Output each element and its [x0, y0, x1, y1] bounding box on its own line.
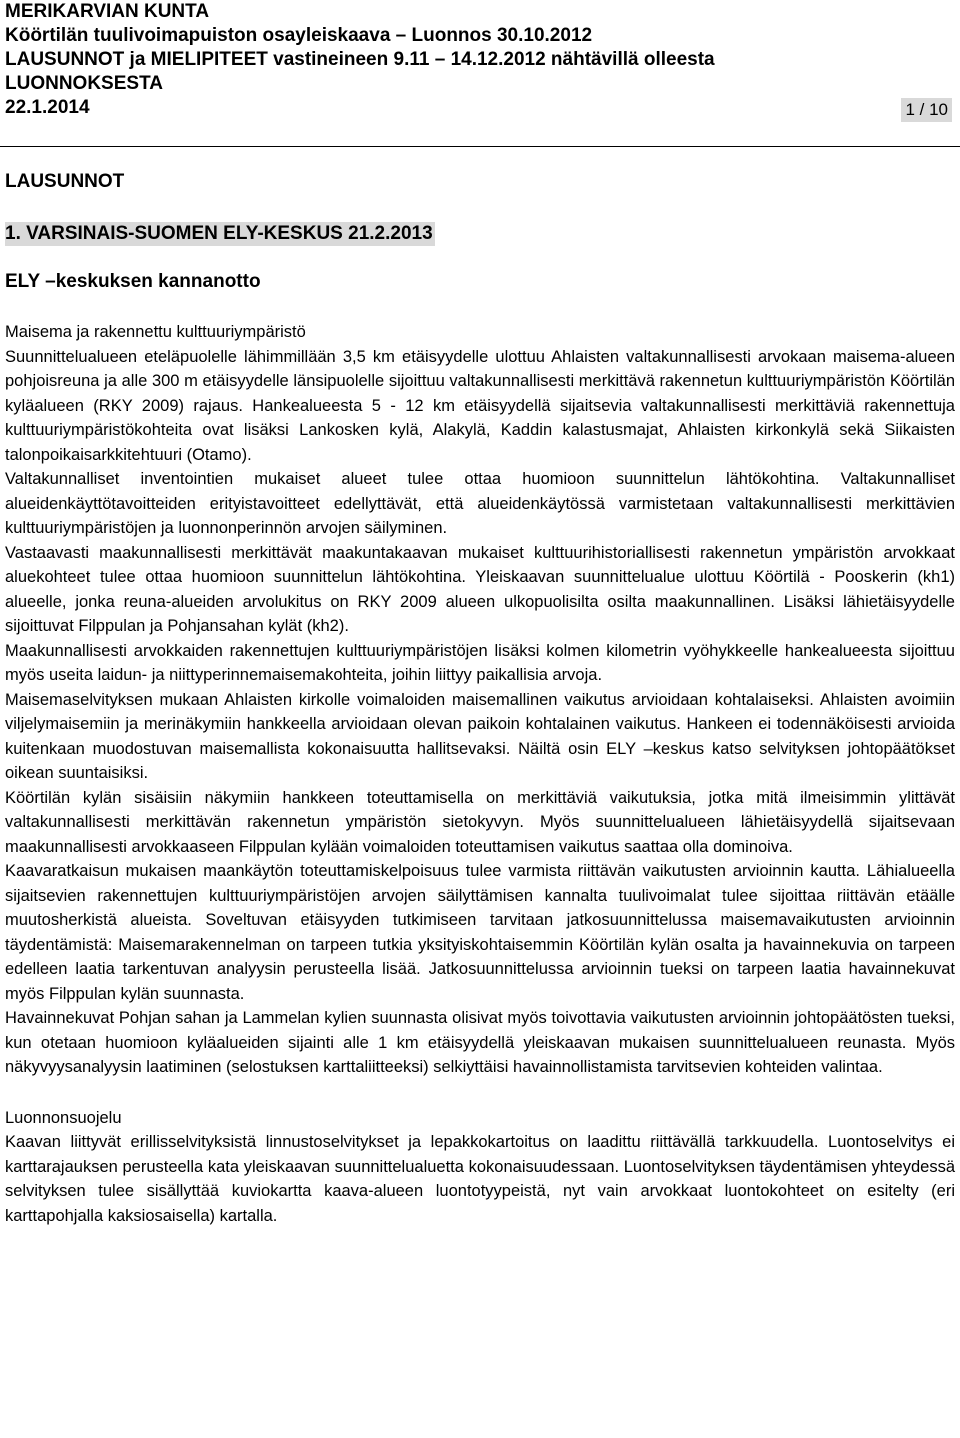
topic-title-landscape: Maisema ja rakennettu kulttuuriympäristö: [5, 323, 306, 341]
header-line-draft: LUONNOKSESTA: [5, 73, 163, 94]
header-line-plan-title: Köörtilän tuulivoimapuiston osayleiskaava – Luonnos 30.10.2012: [5, 25, 593, 46]
page-number: 1 / 10: [901, 98, 952, 122]
document-header: [5, 0, 955, 120]
header-line-municipality: MERIKARVIAN KUNTA: [5, 1, 210, 22]
statement-body: [5, 320, 955, 1228]
paragraph: Köörtilän kylän sisäisiin näkymiin hankkeen toteuttamisella on merkittäviä vaikutuksia, jotka mitä ilmeisimmin ylittävät valtakunnallisesti merkittävän rakennetun ympäristön sietokyvyn. Myös suunnittelualueen lähietäisyydellä sijaitsevaan maakunnallisesti arvokkaaseen Filppulan kylään voimaloiden toteuttamisen vaikutus saattaa olla dominoiva.: [5, 788, 955, 856]
paragraph: Havainnekuvat Pohjan sahan ja Lammelan kylien suunnasta olisivat myös toivottavia vaikutusten arvioinnin johtopäätösten tueksi, kun otetaan huomioon kyläalueiden sijainti alle 1 km etäisyydellä yleiskaavan mukaisen suunnittelualueen reunasta. Myös näkyvyysanalyysin laatiminen (selostuksen karttaliitteeksi) selkiyttäisi havainnollistamista tarvitsevien kohteiden valintaa.: [5, 1009, 955, 1076]
item-heading: 1. VARSINAIS-SUOMEN ELY-KESKUS 21.2.2013: [5, 223, 433, 244]
paragraph: Maisemaselvityksen mukaan Ahlaisten kirkolle voimaloiden maisemallinen vaikutus arvioidaan kohtalaiseksi. Ahlaisten avoimiin viljelymaisemiin ja merinäkymiin hankkeella arvioidaan olevan paikoin kohtalainen vaikutus. Hankeen ei todennäköisesti arvioida kuitenkaan muodostuvan maisemallista kokonaisuutta hallitsevaksi. Näiltä osin ELY –keskus katso selvityksen johtopäätökset oikean suuntaisiksi.: [5, 690, 955, 782]
paragraph: Suunnittelualueen eteläpuolelle lähimmillään 3,5 km etäisyydelle ulottuu Ahlaisten valtakunnallisesti arvokaan maisema-alueen pohjoisreuna ja alle 300 m etäisyydelle länsipuolelle sijoittuu valtakunnallisesti merkittävä rakennetun kulttuuriympäristön Köörtilän kyläalueen (RKY 2009) rajaus. Hankealueesta 5 - 12 km etäisyydellä sijaitsevia valtakunnallisesti merkittäviä rakennettuja kulttuuriympäristökohteita ovat lisäksi Lankosken kylä, Alakylä, Kaddin kalastusmajat, Ahlaisten kirkonkylä sekä Siikaisten talonpoikaisarkkitehtuuri (Otamo).: [5, 347, 955, 464]
header-line-date: 22.1.2014: [5, 97, 90, 118]
section-heading: LAUSUNNOT: [5, 171, 125, 192]
paragraph-spacer: [5, 1080, 955, 1106]
header-line-statements: LAUSUNNOT ja MIELIPITEET vastineineen 9.11 – 14.12.2012 nähtävillä olleesta: [5, 49, 715, 70]
sub-heading: ELY –keskuksen kannanotto: [5, 271, 261, 292]
paragraph: Kaavan liittyvät erillisselvityksistä linnustoselvitykset ja lepakkokartoitus on laadittu riittävällä tarkkuudella. Luontoselvitys ei karttarajauksen perusteella kata yleiskaavan suunnittelualuetta kokonaisuudessaan. Luontoselvityksen täydentämisen yhteydessä selvityksen tulee sisällyttää kuviokartta kaava-alueen luontotyypeistä, nyt vain arvokkaat luontokohteet on esitelty (eri karttapohjalla kaksiosaisella) kartalla.: [5, 1133, 955, 1225]
topic-title-nature-conservation: Luonnonsuojelu: [5, 1108, 122, 1127]
paragraph: Maakunnallisesti arvokkaiden rakennettujen kulttuuriympäristöjen lisäksi kolmen kilometrin vyöhykkeelle hankealueesta sijoittuu myös useita laidun- ja niittyperinnemaisemakohteita, joihin liittyy paikallisia arvoja.: [5, 641, 955, 684]
paragraph: Vastaavasti maakunnallisesti merkittävät maakuntakaavan mukaiset kulttuurihistoriallisesti rakennetun ympäristön arvokkaat aluekohteet tulee ottaa huomioon suunnittelun lähtökohtina. Yleiskaavan suunnittelualue ulottuu Köörtilä - Pooskerin (kh1) alueelle, jonka reuna-alueiden arvolukitus on RKY 2009 alueen ulkopuolisilta osilta maakunnallinen. Lisäksi lähietäisyydelle sijoittuvat Filppulan ja Pohjansahan kylät (kh2).: [5, 543, 955, 635]
paragraph: Kaavaratkaisun mukaisen maankäytön toteuttamiskelpoisuus tulee varmista riittävän vaikutusten arvioinnin kautta. Lähialueella sijaitsevien rakennettujen kulttuuriympäristöjen arvojen säilyttämisen kannalta tuulivoimalat tulee sijoittaa riittävän etäälle muutosherkistä alueista. Soveltuvan etäisyyden tutkimiseen tarvitaan jatkosuunnittelussa maisemavaikutusten arvioinnin täydentämistä: Maisemarakennelman on tarpeen tutkia yksityiskohtaisemmin Köörtilän kylän osalta ja havainnekuvia on tarpeen edelleen laatia tarkentuvan analyysin perusteella lisää. Jatkosuunnittelussa arvioinnin tueksi on tarpeen laatia havainnekuvat myös Filppulan kylän suunnasta.: [5, 862, 955, 1003]
header-divider: [0, 146, 960, 147]
paragraph: Valtakunnalliset inventointien mukaiset alueet tulee ottaa huomioon suunnittelun lähtökohtina. Valtakunnalliset alueidenkäyttötavoitteiden erityistavoitteet edellyttävät, että alueidenkäytössä varmistetaan valtakunnallisesti merkittävien kulttuuriympäristöjen ja luonnonperinnön arvojen säilyminen.: [5, 470, 955, 537]
